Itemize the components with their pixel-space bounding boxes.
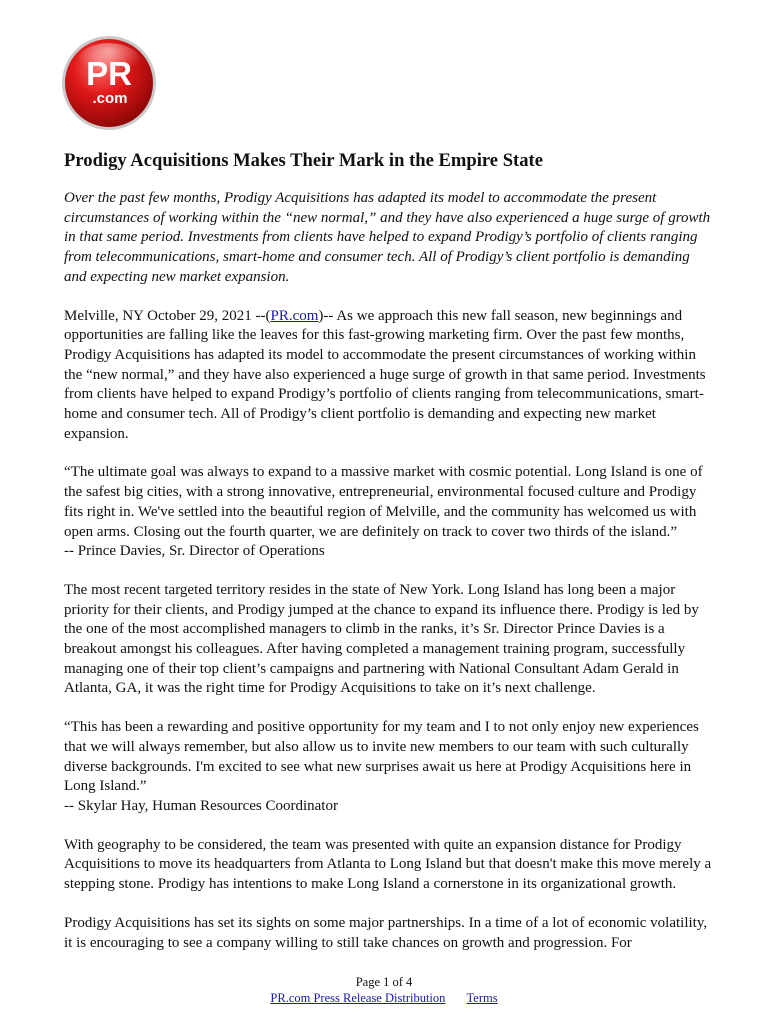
body-paragraph-2: The most recent targeted territory resides in the state of New York. Long Island has long been a major priority for their clients, and Prodigy jumped at the chance to expand its influence there. Prodigy is led by the one of the most accomplished managers to climb in the ranks, it’s Sr. Director Prince Davies is a breakout amongst his colleagues. After having completed a management training program, successfully managing one of their top client’s campaigns and partnering with National Consultant Adam Gerald in Atlanta, GA, it was the right time for Prodigy Acquisitions to take on it’s next challenge. (64, 581, 699, 697)
logo-text-pr: PR (86, 55, 132, 92)
logo-text-com: .com (92, 90, 128, 107)
quote-2-attribution: -- Skylar Hay, Human Resources Coordinator (64, 797, 338, 814)
pr-com-inline-link[interactable]: PR.com (270, 307, 319, 324)
article-title: Prodigy Acquisitions Makes Their Mark in the Empire State (64, 150, 543, 171)
footer-links (0, 990, 768, 1006)
footer-link-distribution[interactable]: PR.com Press Release Distribution (270, 991, 446, 1005)
quote-2-text: “This has been a rewarding and positive opportunity for my team and I to not only enjoy new experiences that we will always remember, but also allow us to invite new members to our team with such culturally diverse backgrounds. I'm excited to see what new surprises await us here at Prodigy Acquisitions here in Long Island.” (64, 719, 699, 795)
body-paragraph-4: Prodigy Acquisitions has set its sights on some major partnerships. In a time of a lot of economic volatility, it is encouraging to see a company willing to still take chances on growth and progression. For (64, 914, 708, 951)
pr-com-logo-graphic (59, 33, 159, 133)
footer-link-terms[interactable]: Terms (466, 991, 498, 1005)
quote-paragraph-2 (64, 718, 714, 817)
body-paragraph-3: With geography to be considered, the team was presented with quite an expansion distance for Prodigy Acquisitions to move its headquarters from Atlanta to Long Island but that doesn't make this move merely a stepping stone. Prodigy has intentions to make Long Island a cornerstone in its organizational growth. (64, 836, 712, 893)
quote-paragraph-1 (64, 463, 714, 562)
page-footer (0, 974, 768, 1006)
page-number: Page 1 of 4 (355, 975, 413, 989)
dateline-paragraph (64, 307, 714, 445)
dateline-suffix: )-- As we approach this new fall season, new beginnings and opportunities are falling like the leaves for this fast-growing marketing firm. Over the past few months, Prodigy Acquisitions has adapted its model to accommodate the present circumstances of working within the “new normal,” and they have also experienced a huge surge of growth in that same period. Investments from clients have helped to expand Prodigy’s portfolio of clients ranging from telecommunications, smart-home and consumer tech. All of Prodigy’s client portfolio is demanding and expecting new market expansion. (64, 307, 706, 442)
quote-1-text: “The ultimate goal was always to expand to a massive market with cosmic potential. Long Island is one of the safest big cities, with a strong innovative, entrepreneurial, environmental focused culture and Prodigy fits right in. We've settled into the beautiful region of Melville, and the community has welcomed us with open arms. Closing out the fourth quarter, we are definitely on track to cover two thirds of the island.” (64, 464, 703, 540)
pr-com-logo[interactable] (59, 33, 159, 133)
article-summary: Over the past few months, Prodigy Acquisitions has adapted its model to accommodate the present circumstances of working within the “new normal,” and they have also experienced a huge surge of growth in that same period. Investments from clients have helped to expand Prodigy’s portfolio of clients ranging from telecommunications, smart-home and consumer tech. All of Prodigy’s client portfolio is demanding and expecting new market expansion. (64, 190, 711, 285)
dateline-prefix: Melville, NY October 29, 2021 --( (64, 307, 271, 324)
press-release-body (64, 150, 714, 972)
quote-1-attribution: -- Prince Davies, Sr. Director of Operations (64, 543, 325, 560)
